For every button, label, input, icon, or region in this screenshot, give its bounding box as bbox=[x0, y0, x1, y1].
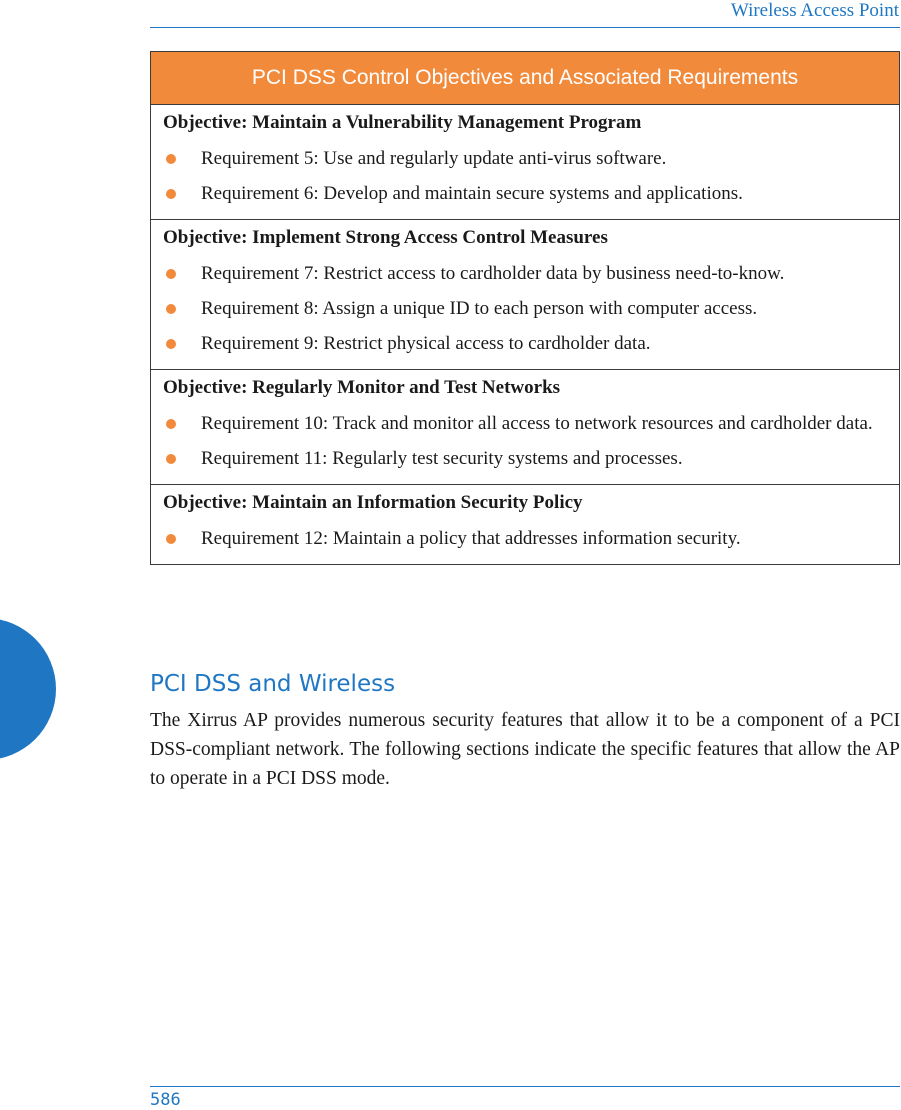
chapter-tab-marker bbox=[0, 618, 56, 760]
objective-title: Objective: Maintain an Information Security Policy bbox=[163, 492, 583, 513]
requirement-item bbox=[163, 329, 885, 359]
requirement-item bbox=[163, 444, 885, 474]
requirement-text: Requirement 12: Maintain a policy that addresses information security. bbox=[201, 528, 741, 549]
requirement-list bbox=[163, 259, 885, 359]
bullet-icon bbox=[166, 189, 176, 199]
objective-title: Objective: Regularly Monitor and Test Networks bbox=[163, 377, 561, 398]
objective-section bbox=[151, 370, 899, 485]
bullet-icon bbox=[166, 269, 176, 279]
section-heading: PCI DSS and Wireless bbox=[150, 671, 396, 697]
requirement-text: Requirement 10: Track and monitor all access to network resources and cardholder data. bbox=[201, 413, 873, 434]
requirement-item bbox=[163, 524, 885, 554]
objective-section bbox=[151, 220, 899, 370]
bullet-icon bbox=[166, 339, 176, 349]
running-header: Wireless Access Point bbox=[730, 0, 899, 21]
requirement-text: Requirement 7: Restrict access to cardholder data by business need-to-know. bbox=[201, 263, 785, 284]
requirement-item bbox=[163, 294, 885, 324]
requirement-list bbox=[163, 144, 885, 209]
bullet-icon bbox=[166, 454, 176, 464]
requirement-item bbox=[163, 144, 885, 174]
requirement-text: Requirement 9: Restrict physical access to cardholder data. bbox=[201, 333, 651, 354]
requirement-list bbox=[163, 409, 885, 474]
requirement-item bbox=[163, 259, 885, 289]
bullet-icon bbox=[166, 534, 176, 544]
objective-title: Objective: Implement Strong Access Control Measures bbox=[163, 227, 608, 248]
requirement-item bbox=[163, 179, 885, 209]
objective-section bbox=[151, 105, 899, 220]
requirement-item bbox=[163, 409, 885, 439]
requirement-text: Requirement 11: Regularly test security systems and processes. bbox=[201, 448, 683, 469]
footer-rule bbox=[150, 1086, 900, 1087]
requirements-table bbox=[150, 51, 900, 565]
bullet-icon bbox=[166, 154, 176, 164]
requirement-text: Requirement 8: Assign a unique ID to each person with computer access. bbox=[201, 298, 758, 319]
objective-section bbox=[151, 485, 899, 564]
table-heading: PCI DSS Control Objectives and Associated Requirements bbox=[151, 52, 899, 105]
bullet-icon bbox=[166, 419, 176, 429]
body-paragraph: The Xirrus AP provides numerous security features that allow it to be a component of a PCI DSS-compliant network. The following sections indicate the specific features that allow the AP to operate in a PCI DSS mode. bbox=[150, 710, 900, 789]
requirement-list bbox=[163, 524, 885, 554]
objective-title: Objective: Maintain a Vulnerability Management Program bbox=[163, 112, 642, 133]
page-number: 586 bbox=[150, 1090, 181, 1110]
header-rule bbox=[150, 27, 900, 28]
bullet-icon bbox=[166, 304, 176, 314]
requirement-text: Requirement 5: Use and regularly update anti-virus software. bbox=[201, 148, 667, 169]
requirement-text: Requirement 6: Develop and maintain secure systems and applications. bbox=[201, 183, 743, 204]
